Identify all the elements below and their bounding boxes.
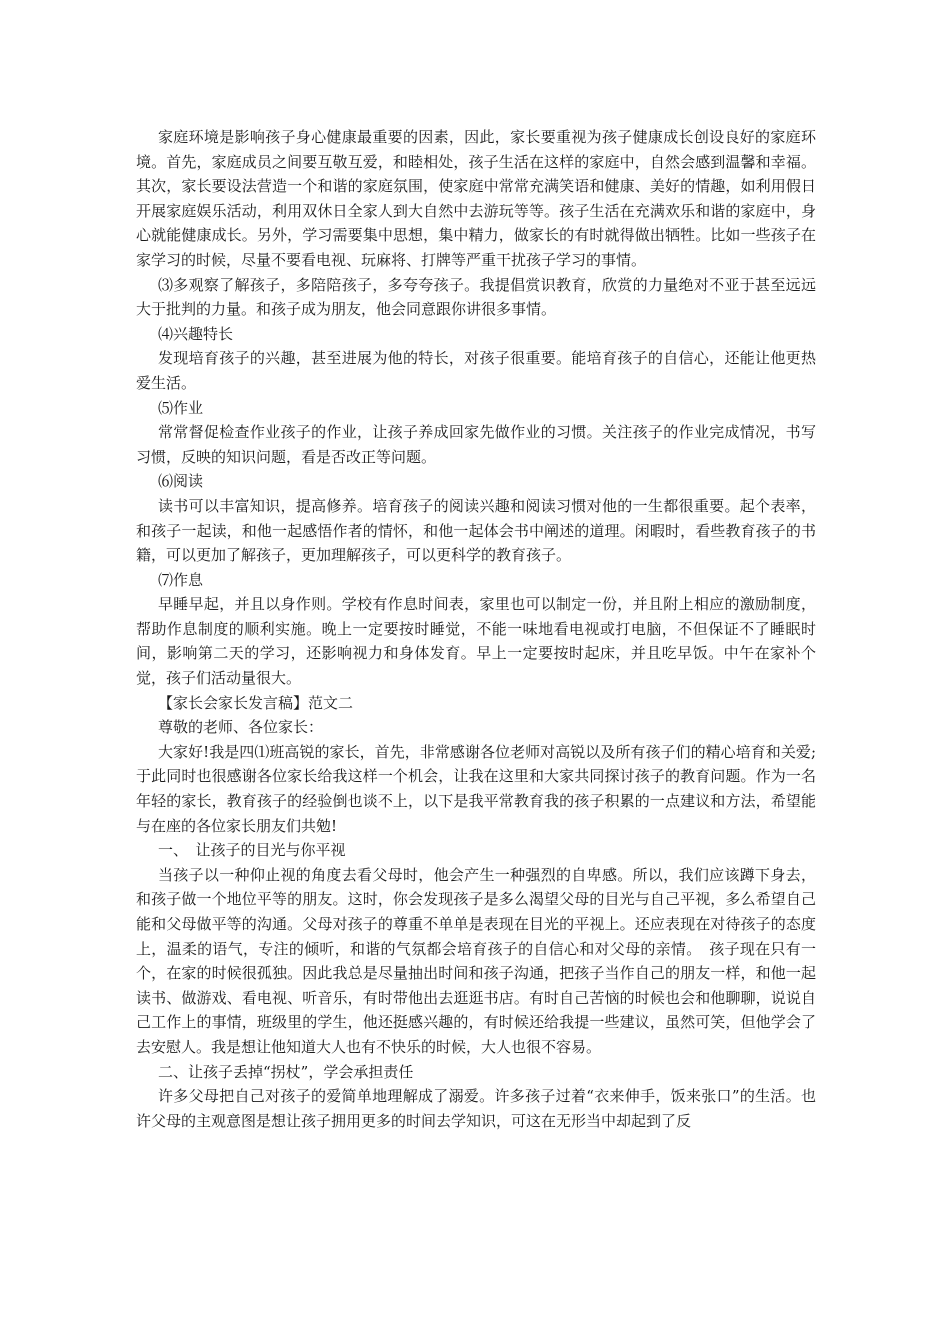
paragraph-interests: 发现培育孩子的兴趣，甚至进展为他的特长，对孩子很重要。能培育孩子的自信心，还能让他更热爱生活。 [136, 349, 816, 392]
paragraph-family-environment: 家庭环境是影响孩子身心健康最重要的因素，因此，家长要重视为孩子健康成长创设良好的家庭环境。首先，家庭成员之间要互敬互爱，和睦相处，孩子生活在这样的家庭中，自然会感到温馨和幸福。其次，家长要设法营造一个和谐的家庭氛围，使家庭中常常充满笑语和健康、美好的情趣，如利用假日开展家庭娱乐活动，利用双休日全家人到大自然中去游玩等等。孩子生活在充满欢乐和谐的家庭中，身心就能健康成长。另外，学习需要集中思想，集中精力，做家长的有时就得做出牺牲。比如一些孩子在家学习的时候，尽量不要看电视、玩麻将、打牌等严重干扰孩子学习的事情。 [136, 128, 816, 269]
heading-homework: ⑸作业 [158, 398, 204, 417]
heading-schedule: ⑺作息 [158, 570, 204, 589]
heading-interests: ⑷兴趣特长 [158, 324, 234, 343]
paragraph-section-two: 许多父母把自己对孩子的爱简单地理解成了溺爱。许多孩子过着“衣来伸手，饭来张口”的生活。也许父母的主观意图是想让孩子拥用更多的时间去学知识，可这在无形当中却起到了反 [136, 1087, 816, 1130]
paragraph-introduction: 大家好!我是四⑴班高锐的家长，首先，非常感谢各位老师对高锐以及所有孩子们的精心培育和关爱;于此同时也很感谢各位家长给我这样一个机会，让我在这里和大家共同探讨孩子的教育问题。作为一名年轻的家长，教育孩子的经验倒也谈不上，以下是我平常教育我的孩子积累的一点建议和方法，希望能与在座的各位家长朋友们共勉! [136, 742, 816, 835]
heading-reading: ⑹阅读 [158, 472, 204, 491]
paragraph-schedule: 早睡早起，并且以身作则。学校有作息时间表，家里也可以制定一份，并且附上相应的激励制度，帮助作息制度的顺利实施。晚上一定要按时睡觉，不能一味地看电视或打电脑，不但保证不了睡眠时间，影响第二天的学习，还影响视力和身体发育。早上一定要按时起床，并且吃早饭。中午在家补个觉，孩子们活动量很大。 [136, 595, 816, 688]
paragraph-reading: 读书可以丰富知识，提高修养。培育孩子的阅读兴趣和阅读习惯对他的一生都很重要。起个表率，和孩子一起读，和他一起感悟作者的情怀，和他一起体会书中阐述的道理。闲暇时，看些教育孩子的书籍，可以更加了解孩子，更加理解孩子，可以更科学的教育孩子。 [136, 496, 816, 565]
heading-sample-two: 【家长会家长发言稿】范文二 [158, 693, 354, 712]
heading-section-one: 一、 让孩子的目光与你平视 [158, 841, 346, 860]
paragraph-observe-child: ⑶多观察了解孩子，多陪陪孩子，多夸夸孩子。我提倡赏识教育，欣赏的力量绝对不亚于甚至远远大于批判的力量。和孩子成为朋友，他会同意跟你讲很多事情。 [136, 275, 816, 319]
salutation: 尊敬的老师、各位家长： [158, 718, 324, 737]
document-body [136, 125, 816, 1133]
heading-section-two: 二、让孩子丢掉“拐杖”，学会承担责任 [158, 1062, 414, 1081]
paragraph-homework: 常常督促检查作业孩子的作业，让孩子养成回家先做作业的习惯。关注孩子的作业完成情况，书写习惯，反映的知识问题，看是否改正等问题。 [136, 423, 816, 466]
paragraph-section-one: 当孩子以一种仰止视的角度去看父母时，他会产生一种强烈的自卑感。所以，我们应该蹲下身去，和孩子做一个地位平等的朋友。这时，你会发现孩子是多么渴望父母的目光与自己平视，多么希望自己能和父母做平等的沟通。父母对孩子的尊重不单单是表现在目光的平视上。还应表现在对待孩子的态度上，温柔的语气，专注的倾听，和谐的气氛都会培育孩子的自信心和对父母的亲情。 孩子现在只有一个，在家的时候很孤独。因此我总是尽量抽出时间和孩子沟通，把孩子当作自己的朋友一样，和他一起读书、做游戏、看电视、听音乐，有时带他出去逛逛书店。有时自己苦恼的时候也会和他聊聊，说说自己工作上的事情，班级里的学生，他还挺感兴趣的，有时候还给我提一些建议，虽然可笑，但他学会了去安慰人。我是想让他知道大人也有不快乐的时候，大人也很不容易。 [136, 865, 816, 1056]
